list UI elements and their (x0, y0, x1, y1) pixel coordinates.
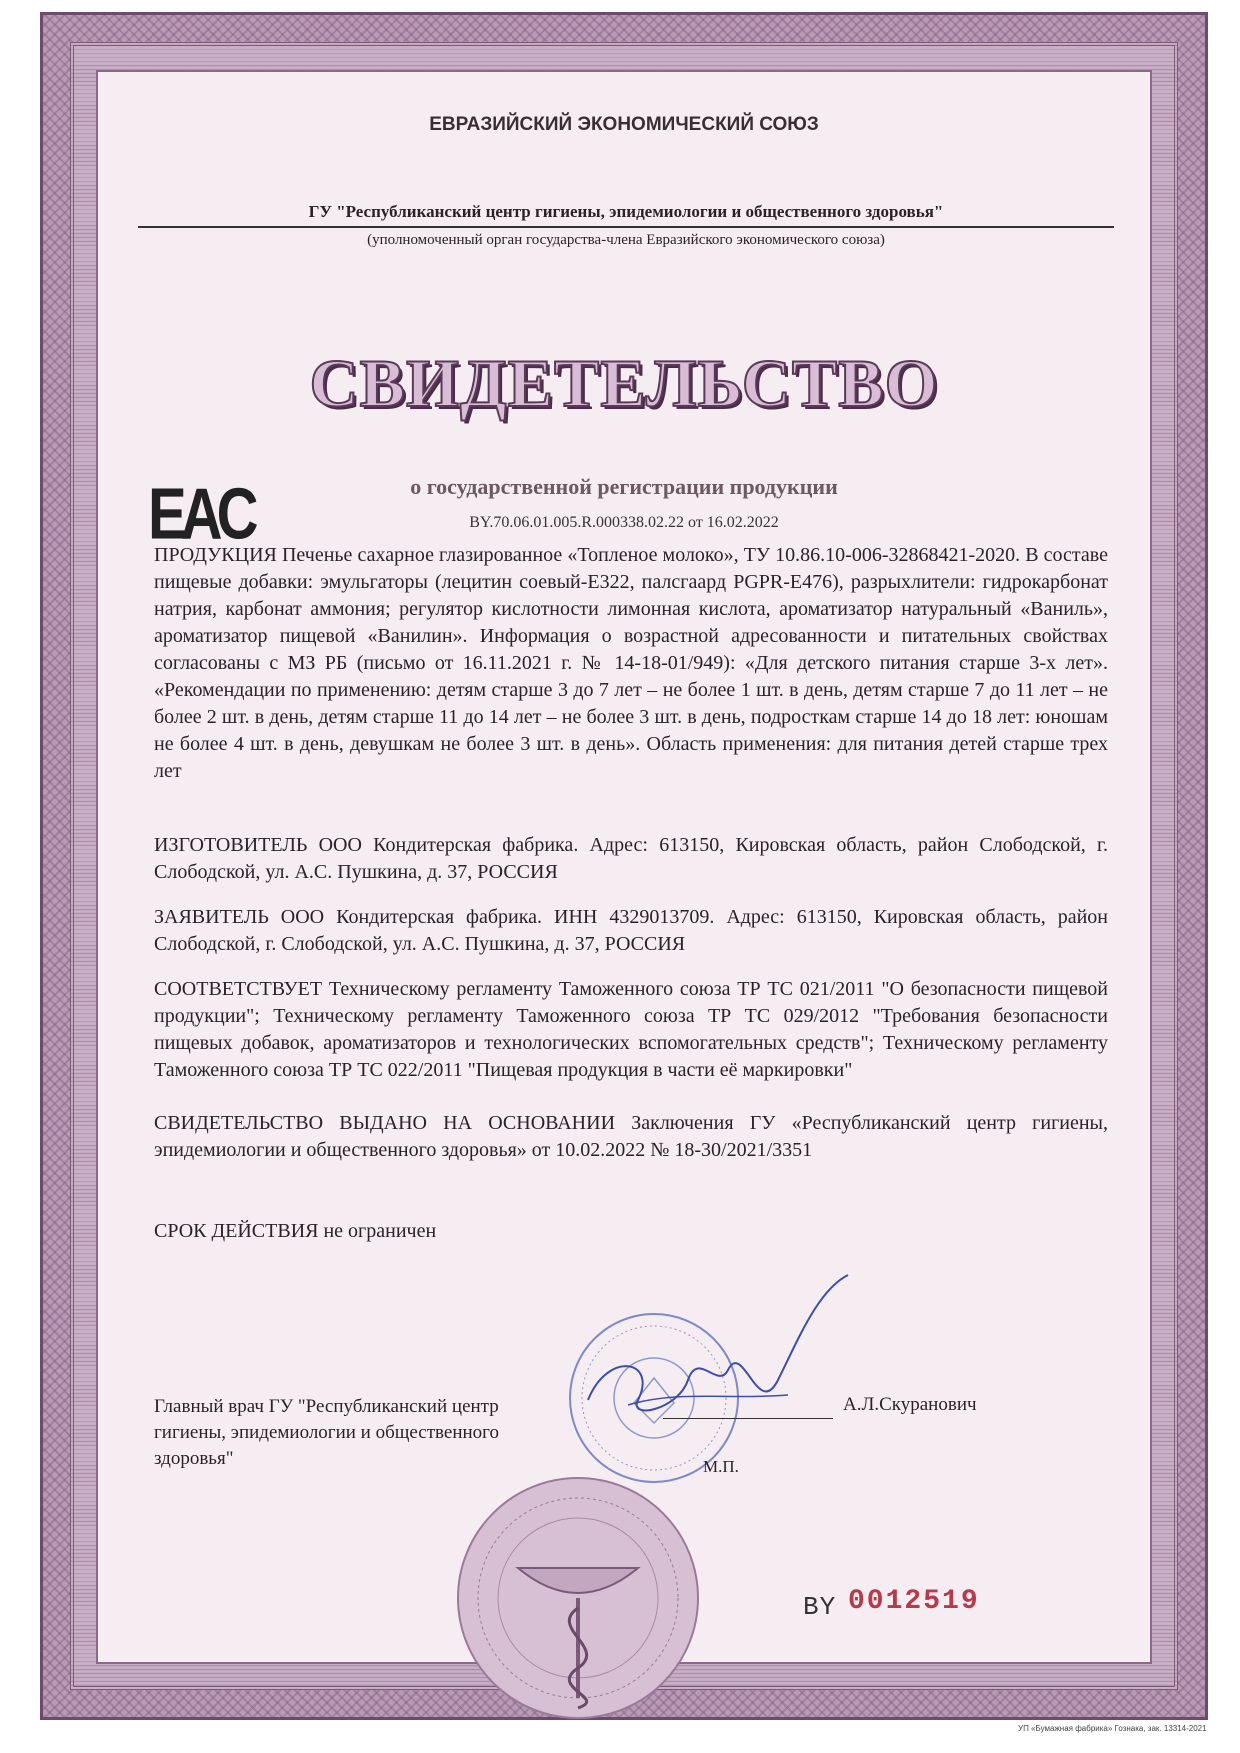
document-title: СВИДЕТЕЛЬСТВО (309, 345, 939, 421)
basis-section: СВИДЕТЕЛЬСТВО ВЫДАНО НА ОСНОВАНИИ Заключения ГУ «Республиканский центр гигиены, эпидемиологии и общественного здоровья» от 10.02.2022 № 18-30/2021/3351 (154, 1112, 1108, 1161)
product-section: ПРОДУКЦИЯ Печенье сахарное глазированное «Топленое молоко», ТУ 10.86.10-006-32868421-2020. В составе пищевые добавки: эмульгаторы (лецитин соевый-Е322, палсгаард PGPR-E476), разрыхлители: гидрокарбонат натрия, карбонат аммония; регулятор кислотности лимонная кислота, ароматизатор натуральный «Ваниль», ароматизатор пищевой «Ванилин». Информация о возрастной адресованности и питательных свойствах согласованы с МЗ РБ (письмо от 16.11.2021 г. № 14-18-01/949): «Для детского питания старше 3-х лет». «Рекомендации по применению: детям старше 3 до 7 лет – не более 1 шт. в день, детям старше 7 до 11 лет – не более 2 шт. в день, детям старше 11 до 14 лет – не более 3 шт. в день, подросткам старше 14 до 18 лет: юношам не более 4 шт. в день, девушкам не более 3 шт. в день». Область применения: для питания детей старше трех лет (154, 544, 1108, 782)
registration-number: BY.70.06.01.005.R.000338.02.22 от 16.02.2022 (469, 514, 779, 531)
bowl-of-hygieia-emblem (448, 1468, 708, 1728)
serial-number: 0012519 (848, 1586, 980, 1617)
manufacturer-section: ИЗГОТОВИТЕЛЬ ООО Кондитерская фабрика. Адрес: 613150, Кировская область, район Слободской, г. Слободской, ул. А.С. Пушкина, д. 37, РОССИЯ (154, 834, 1108, 883)
stamp-label: М.П. (703, 1457, 739, 1476)
signatory-name: А.Л.Скуранович (843, 1394, 977, 1415)
serial-prefix: BY (803, 1592, 837, 1622)
issuing-organization: ГУ "Республиканский центр гигиены, эпидемиологии и общественного здоровья" (138, 202, 1114, 228)
applicant-section: ЗАЯВИТЕЛЬ ООО Кондитерская фабрика. ИНН 4329013709. Адрес: 613150, Кировская область, район Слободской, г. Слободской, ул. А.С. Пушкина, д. 37, РОССИЯ (154, 906, 1108, 955)
signature-line (663, 1418, 833, 1419)
conformity-section: СООТВЕТСТВУЕТ Техническому регламенту Таможенного союза ТР ТС 021/2011 "О безопасности пищевой продукции"; Техническому регламенту Таможенного союза ТР ТС 029/2012 "Требования безопасности пищевых добавок, ароматизаторов и технологических вспомогательных средств"; Техническому регламенту Таможенного союза ТР ТС 022/2011 "Пищевая продукция в части её маркировки" (154, 978, 1108, 1081)
organization-note: (уполномоченный орган государства-члена Евразийского экономического союза) (367, 232, 885, 248)
handwritten-signature (568, 1270, 868, 1440)
signatory-position: Главный врач ГУ "Республиканский центр гигиены, эпидемиологии и общественного здоровья" (154, 1396, 499, 1469)
union-heading: ЕВРАЗИЙСКИЙ ЭКОНОМИЧЕСКИЙ СОЮЗ (429, 114, 819, 135)
certificate-page (96, 70, 1152, 1664)
document-subtitle: о государственной регистрации продукции (410, 474, 838, 499)
validity-section: СРОК ДЕЙСТВИЯ не ограничен (154, 1220, 437, 1242)
printer-note: УП «Бумажная фабрика» Гознака, зак. 13314-2021 (1018, 1724, 1207, 1733)
eac-mark: EAC (148, 473, 253, 555)
